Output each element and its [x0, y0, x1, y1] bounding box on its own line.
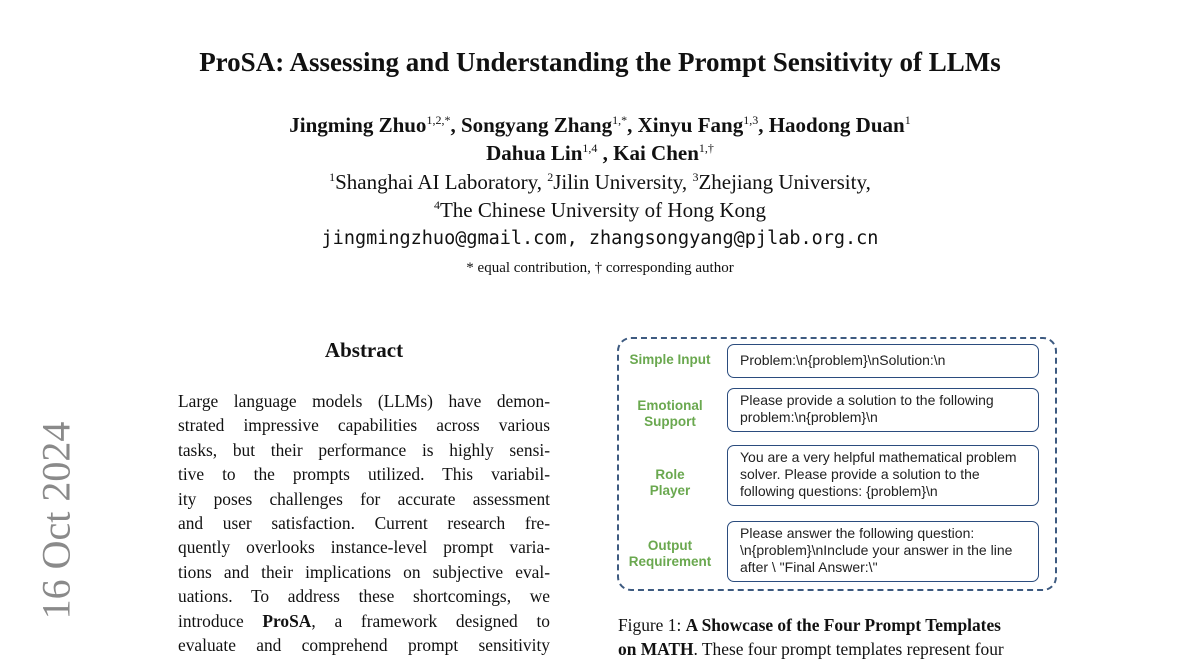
paper-title: ProSA: Assessing and Understanding the Prompt Sensitivity of LLMs [199, 47, 1001, 77]
author-line-1 [0, 113, 1200, 138]
author-name: , Kai Chen [597, 141, 699, 165]
figure-1-caption [618, 613, 1068, 661]
framework-name: ProSA [262, 610, 312, 631]
author-name: , Songyang Zhang [450, 113, 613, 137]
author-name: Dahua Lin [486, 141, 583, 165]
affiliation-line-1 [0, 170, 1200, 195]
template-box-output-requirement: Please answer the following question: \n{problem}\nInclude your answer in the line after \ "Final Answer:\" [727, 521, 1039, 582]
contribution-note: * equal contribution, † corresponding author [466, 260, 734, 276]
author-affil-marker: 1,† [698, 141, 714, 155]
abstract-line: uations. To address these shortcomings, we [178, 586, 550, 607]
abstract-line: tions and their implications on subjective eval- [178, 561, 550, 582]
author-affil-marker: 1,2,* [426, 113, 451, 127]
author-affil-marker: 1,3 [743, 113, 759, 127]
affiliation: Zhejiang University, [698, 170, 871, 194]
author-line-2 [0, 141, 1200, 166]
abstract-line: tasks, but their performance is highly sensi- [178, 439, 550, 460]
abstract-body [178, 389, 550, 657]
caption-title: A Showcase of the Four Prompt Templates [685, 615, 1001, 635]
abstract-line: and user satisfaction. Current research fre- [178, 513, 550, 534]
author-affil-marker: 1,* [612, 113, 628, 127]
affil-marker: 2 [547, 170, 554, 184]
template-label-simple-input: Simple Input [629, 352, 711, 367]
abstract-line: quently overlooks instance-level prompt varia- [178, 537, 550, 558]
abstract-heading: Abstract [324, 338, 404, 362]
author-emails: jingmingzhuo@gmail.com, zhangsongyang@pjlab.org.cn [321, 228, 879, 249]
affiliation-line-2 [0, 198, 1200, 223]
template-box-simple-input: Problem:\n{problem}\nSolution:\n [727, 344, 1039, 378]
template-box-emotional-support: Please provide a solution to the following problem:\n{problem}\n [727, 388, 1039, 432]
caption-text: . These four prompt templates represent four [693, 639, 1004, 659]
author-name: Jingming Zhuo [289, 113, 427, 137]
affil-marker: 1 [329, 170, 336, 184]
author-affil-marker: 1,4 [582, 141, 598, 155]
author-name: , Haodong Duan [758, 113, 905, 137]
template-label-emotional-support: Emotional Support [637, 398, 703, 429]
template-label-output-requirement: Output Requirement [628, 538, 712, 569]
abstract-line [178, 609, 550, 633]
abstract-line: evaluate and comprehend prompt sensitivity [178, 635, 550, 656]
caption-prefix: Figure 1: [618, 615, 686, 635]
abstract-line: tive to the prompts utilized. This variabil- [178, 464, 550, 485]
affiliation: The Chinese University of Hong Kong [439, 198, 767, 222]
affil-marker: 3 [692, 170, 699, 184]
abstract-text: introduce [178, 610, 263, 631]
abstract-line: Large language models (LLMs) have demon- [178, 391, 550, 411]
abstract-line: strated impressive capabilities across various [178, 415, 550, 436]
abstract-line: ity poses challenges for accurate assessment [178, 488, 550, 509]
affiliation: Jilin University, [553, 170, 693, 194]
author-affil-marker: 1 [904, 113, 911, 127]
template-box-role-player: You are a very helpful mathematical problem solver. Please provide a solution to the following questions: {problem}\n [727, 445, 1039, 506]
author-name: , Xinyu Fang [627, 113, 744, 137]
caption-title: on MATH [618, 639, 694, 659]
affiliation: Shanghai AI Laboratory, [335, 170, 548, 194]
arxiv-date-stamp [26, 420, 86, 620]
affil-marker: 4 [433, 198, 440, 212]
abstract-text: , a framework designed to [311, 610, 550, 631]
arxiv-date-text: 16 Oct 2024 [33, 421, 79, 619]
template-label-role-player: Role Player [649, 467, 691, 498]
